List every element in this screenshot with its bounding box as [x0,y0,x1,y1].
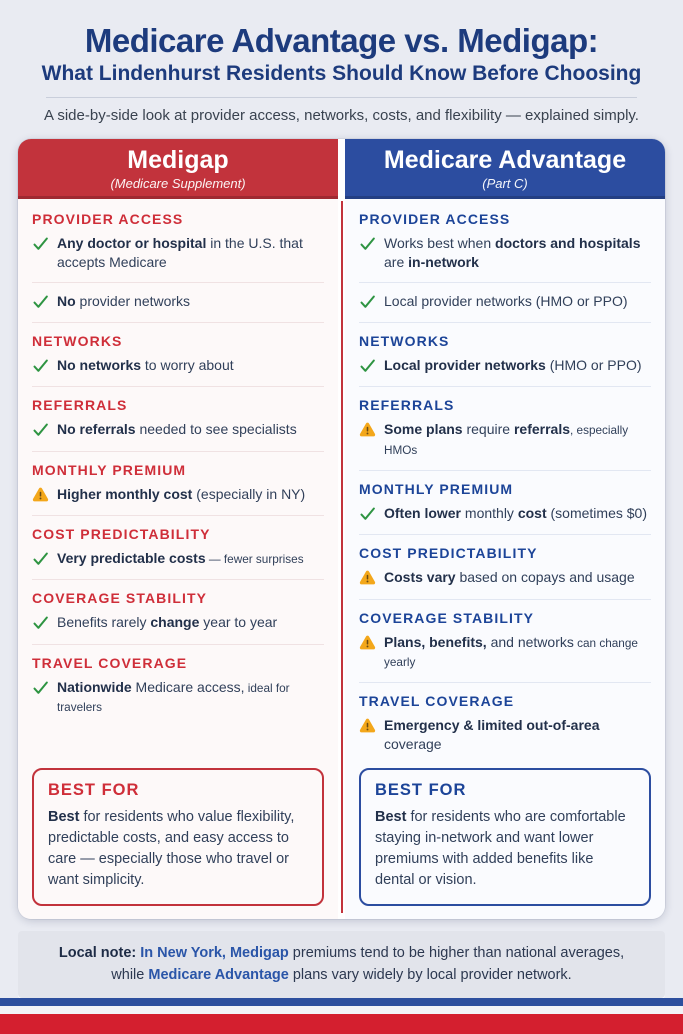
section [359,599,651,672]
text-run: based on copays and usage [455,569,635,586]
section-title: PROVIDER ACCESS [359,211,511,227]
section-title: PROVIDER ACCESS [32,211,184,227]
section-title: REFERRALS [359,397,455,414]
page-subtitle: What Lindenhurst Residents Should Know Before Choosing [41,62,642,85]
best-for-text [48,807,308,891]
column-advantage [345,139,665,919]
text-run: , especially HMOs [384,424,629,457]
text-run: in-network [408,254,479,271]
text-run: Plans, benefits, [384,633,487,650]
column-subtitle: (Part C) [482,175,528,191]
item-text [384,568,635,587]
text-run: No networks [57,356,142,373]
item-text [57,549,304,568]
check-icon [32,550,49,567]
section [32,644,324,717]
item-row [32,613,324,632]
item-text [384,716,651,755]
text-run: Medicare access, [131,678,245,695]
section [359,470,651,523]
text-run: doctors and hospitals [495,235,641,251]
text-run: to worry about [141,356,234,373]
best-for-title: BEST FOR [48,780,140,799]
warning-icon [359,717,376,734]
comparison-card [18,139,665,919]
text-run: Costs vary [384,569,456,586]
item-row [359,234,651,273]
section [359,322,651,375]
text-run: plans vary widely by local provider network. [288,967,572,984]
text-run: for residents who are comfortable staying in-network and want lower premiums with added benefits like dental or vision. [375,808,626,888]
page-header [0,0,683,124]
item-text [57,292,190,311]
text-run: Local provider networks (HMO or PPO) [384,292,628,309]
text-run: (HMO or PPO) [545,356,642,373]
section-title: TRAVEL COVERAGE [32,654,188,671]
column-subtitle: (Medicare Supplement) [110,175,246,191]
text-run: Some plans [384,421,463,438]
item-row [359,568,651,587]
best-for-box [359,768,651,906]
item-text [384,292,628,311]
item-row [32,549,324,568]
section-title: COST PREDICTABILITY [359,545,538,562]
item-row [32,485,324,504]
text-run: (sometimes $0) [546,504,647,521]
check-icon [32,357,49,374]
best-for-title: BEST FOR [375,780,467,799]
section [32,515,324,568]
text-run: Best [375,808,407,825]
item-text [384,356,642,375]
item-row [32,234,324,273]
item-row [359,420,651,459]
text-run: require [462,421,514,438]
item-row [359,716,651,755]
stripe-white [0,1006,683,1014]
column-title: Medigap [127,146,229,175]
column-medigap [18,139,338,919]
text-run: Works best when [384,235,496,251]
section [359,534,651,587]
column-title: Medicare Advantage [383,146,627,175]
item-text [57,485,305,504]
best-for-box [32,768,324,906]
section [359,682,651,755]
column-header [345,139,665,199]
best-for-text [375,807,635,891]
item-row [359,282,651,311]
check-icon [32,235,49,252]
text-run: (especially in NY) [192,485,306,502]
text-run: in the U.S. that accepts Medicare [57,235,303,271]
section [32,211,324,311]
item-text [384,504,647,523]
section-title: COVERAGE STABILITY [32,590,208,607]
text-run: No [57,292,76,309]
section-title: MONTHLY PREMIUM [32,461,187,478]
local-note [18,931,665,998]
page-tagline: A side-by-side look at provider access, networks, costs, and flexibility — explained simply. [44,107,639,124]
text-run: — fewer surprises [205,552,304,566]
section [32,386,324,439]
section [32,322,324,375]
section [359,211,651,311]
text-run: Nationwide [57,678,132,695]
header-divider [46,97,637,98]
item-text [57,613,277,632]
text-run: for residents who value flexibility, predictable costs, and easy access to care — especially those who travel or want simplicity. [48,808,295,888]
text-run: No referrals [57,421,136,438]
text-run: needed to see specialists [135,421,297,438]
footer-stripes [0,998,683,1034]
text-run: Best [48,808,80,825]
item-text [57,234,324,273]
item-row [32,420,324,439]
section [359,386,651,459]
check-icon [359,505,376,522]
item-text [384,633,651,672]
text-run: Very predictable costs [57,549,206,566]
sections [359,211,651,755]
stripe-blue [0,998,683,1006]
text-run: change [150,614,200,631]
text-run: Local provider networks [384,356,546,373]
text-run: are [384,254,409,271]
item-text [384,420,651,459]
column-body [345,199,665,919]
item-row [32,356,324,375]
text-run: ideal for travelers [57,681,290,714]
page-title: Medicare Advantage vs. Medigap: [84,22,599,59]
text-run: Benefits rarely [57,614,151,631]
section [32,451,324,504]
check-icon [359,235,376,252]
text-run: premiums tend to be higher than national averages, while [111,944,625,984]
item-text [57,678,324,717]
warning-icon [359,421,376,438]
item-text [384,234,651,273]
text-run: provider networks [75,292,191,309]
check-icon [359,293,376,310]
check-icon [32,614,49,631]
warning-icon [32,486,49,503]
text-run: can change yearly [384,636,638,669]
item-row [359,633,651,672]
check-icon [32,679,49,696]
sections [32,211,324,755]
item-text [57,356,234,375]
section-title: NETWORKS [359,332,450,349]
text-run: Emergency & limited out-of-area [384,717,600,734]
section-title: COST PREDICTABILITY [32,525,211,542]
text-run: and networks [486,633,574,650]
section-title: TRAVEL COVERAGE [359,693,515,710]
item-row [359,356,651,375]
item-text [57,420,297,439]
text-run: monthly [461,504,518,521]
text-run: referrals [513,421,570,438]
section-title: MONTHLY PREMIUM [359,480,514,497]
item-row [359,504,651,523]
text-run: coverage [384,736,442,753]
column-header [18,139,338,199]
section [32,579,324,632]
text-run: year to year [199,614,278,631]
section-title: NETWORKS [32,332,123,349]
item-row [32,678,324,717]
center-divider [341,201,343,913]
section-title: COVERAGE STABILITY [359,609,535,626]
check-icon [359,357,376,374]
check-icon [32,421,49,438]
column-body [18,199,338,919]
text-run: Local note: [58,944,141,961]
text-run: cost [517,504,547,521]
check-icon [32,293,49,310]
text-run: Any doctor or hospital [57,235,207,251]
warning-icon [359,569,376,586]
text-run: Medicare Advantage [148,967,289,984]
text-run: Often lower [384,504,462,521]
item-row [32,282,324,311]
section-title: REFERRALS [32,397,128,414]
text-run: Higher monthly cost [57,485,193,502]
warning-icon [359,634,376,651]
text-run: In New York, Medigap [140,944,289,961]
